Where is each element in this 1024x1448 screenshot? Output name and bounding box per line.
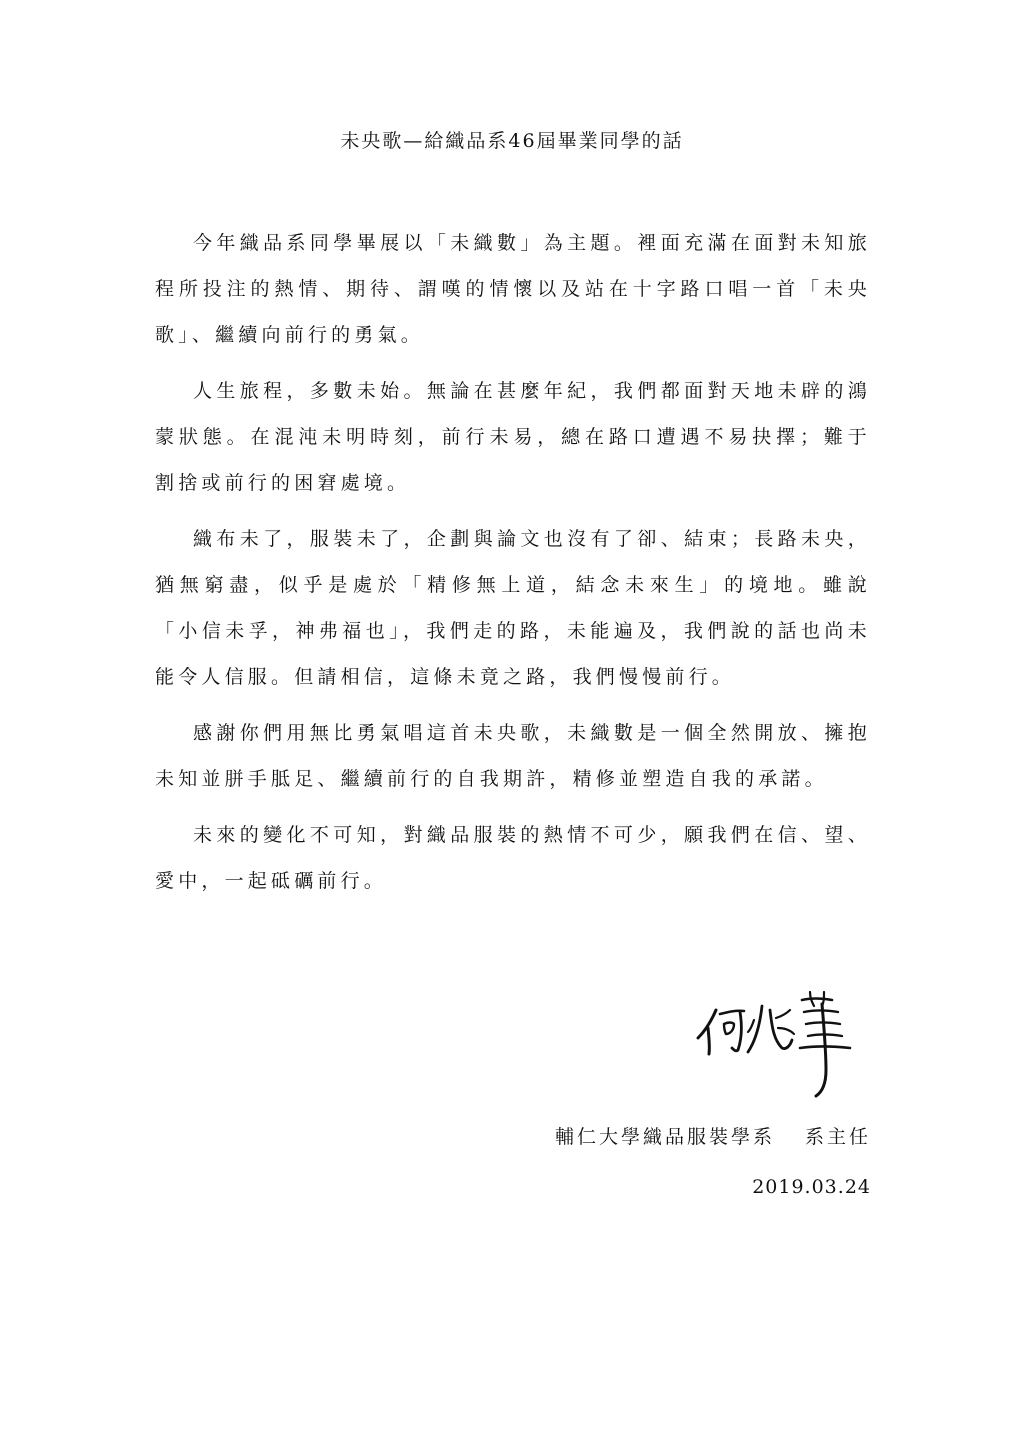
handwritten-signature (692, 988, 862, 1100)
letter-body (155, 220, 871, 914)
paragraph-3: 織布未了，服裝未了，企劃與論文也沒有了卻、結束；長路未央，猶無窮盡，似乎是處於「精修無上道，結念未來生」的境地。雖說「小信未孚，神弗福也」，我們走的路，未能遍及，我們說的話也尚未能令人信服。但請相信，這條未竟之路，我們慢慢前行。 (155, 528, 871, 688)
signature-block (555, 1122, 871, 1202)
paragraph-5: 未來的變化不可知，對織品服裝的熱情不可少，願我們在信、望、愛中，一起砥礪前行。 (155, 824, 871, 892)
signer-role: 系主任 (804, 1126, 871, 1148)
paragraph-4: 感謝你們用無比勇氣唱這首未央歌，未織數是一個全然開放、擁抱未知並胼手胝足、繼續前行的自我期許，精修並塑造自我的承諾。 (155, 722, 871, 790)
paragraph-2: 人生旅程，多數未始。無論在甚麼年紀，我們都面對天地未辟的鴻蒙狀態。在混沌未明時刻，前行未易，總在路口遭遇不易抉擇；難于割捨或前行的困窘處境。 (155, 380, 871, 494)
paragraph-1: 今年織品系同學畢展以「未織數」為主題。裡面充滿在面對未知旅程所投注的熱情、期待、謂嘆的情懷以及站在十字路口唱一首「未央歌」、繼續向前行的勇氣。 (155, 232, 871, 346)
letter-title: 未央歌—給織品系46屆畢業同學的話 (340, 130, 684, 152)
department-name: 輔仁大學織品服裝學系 (554, 1126, 775, 1148)
signer-affiliation (555, 1122, 871, 1152)
letter-date: 2019.03.24 (752, 1176, 871, 1198)
